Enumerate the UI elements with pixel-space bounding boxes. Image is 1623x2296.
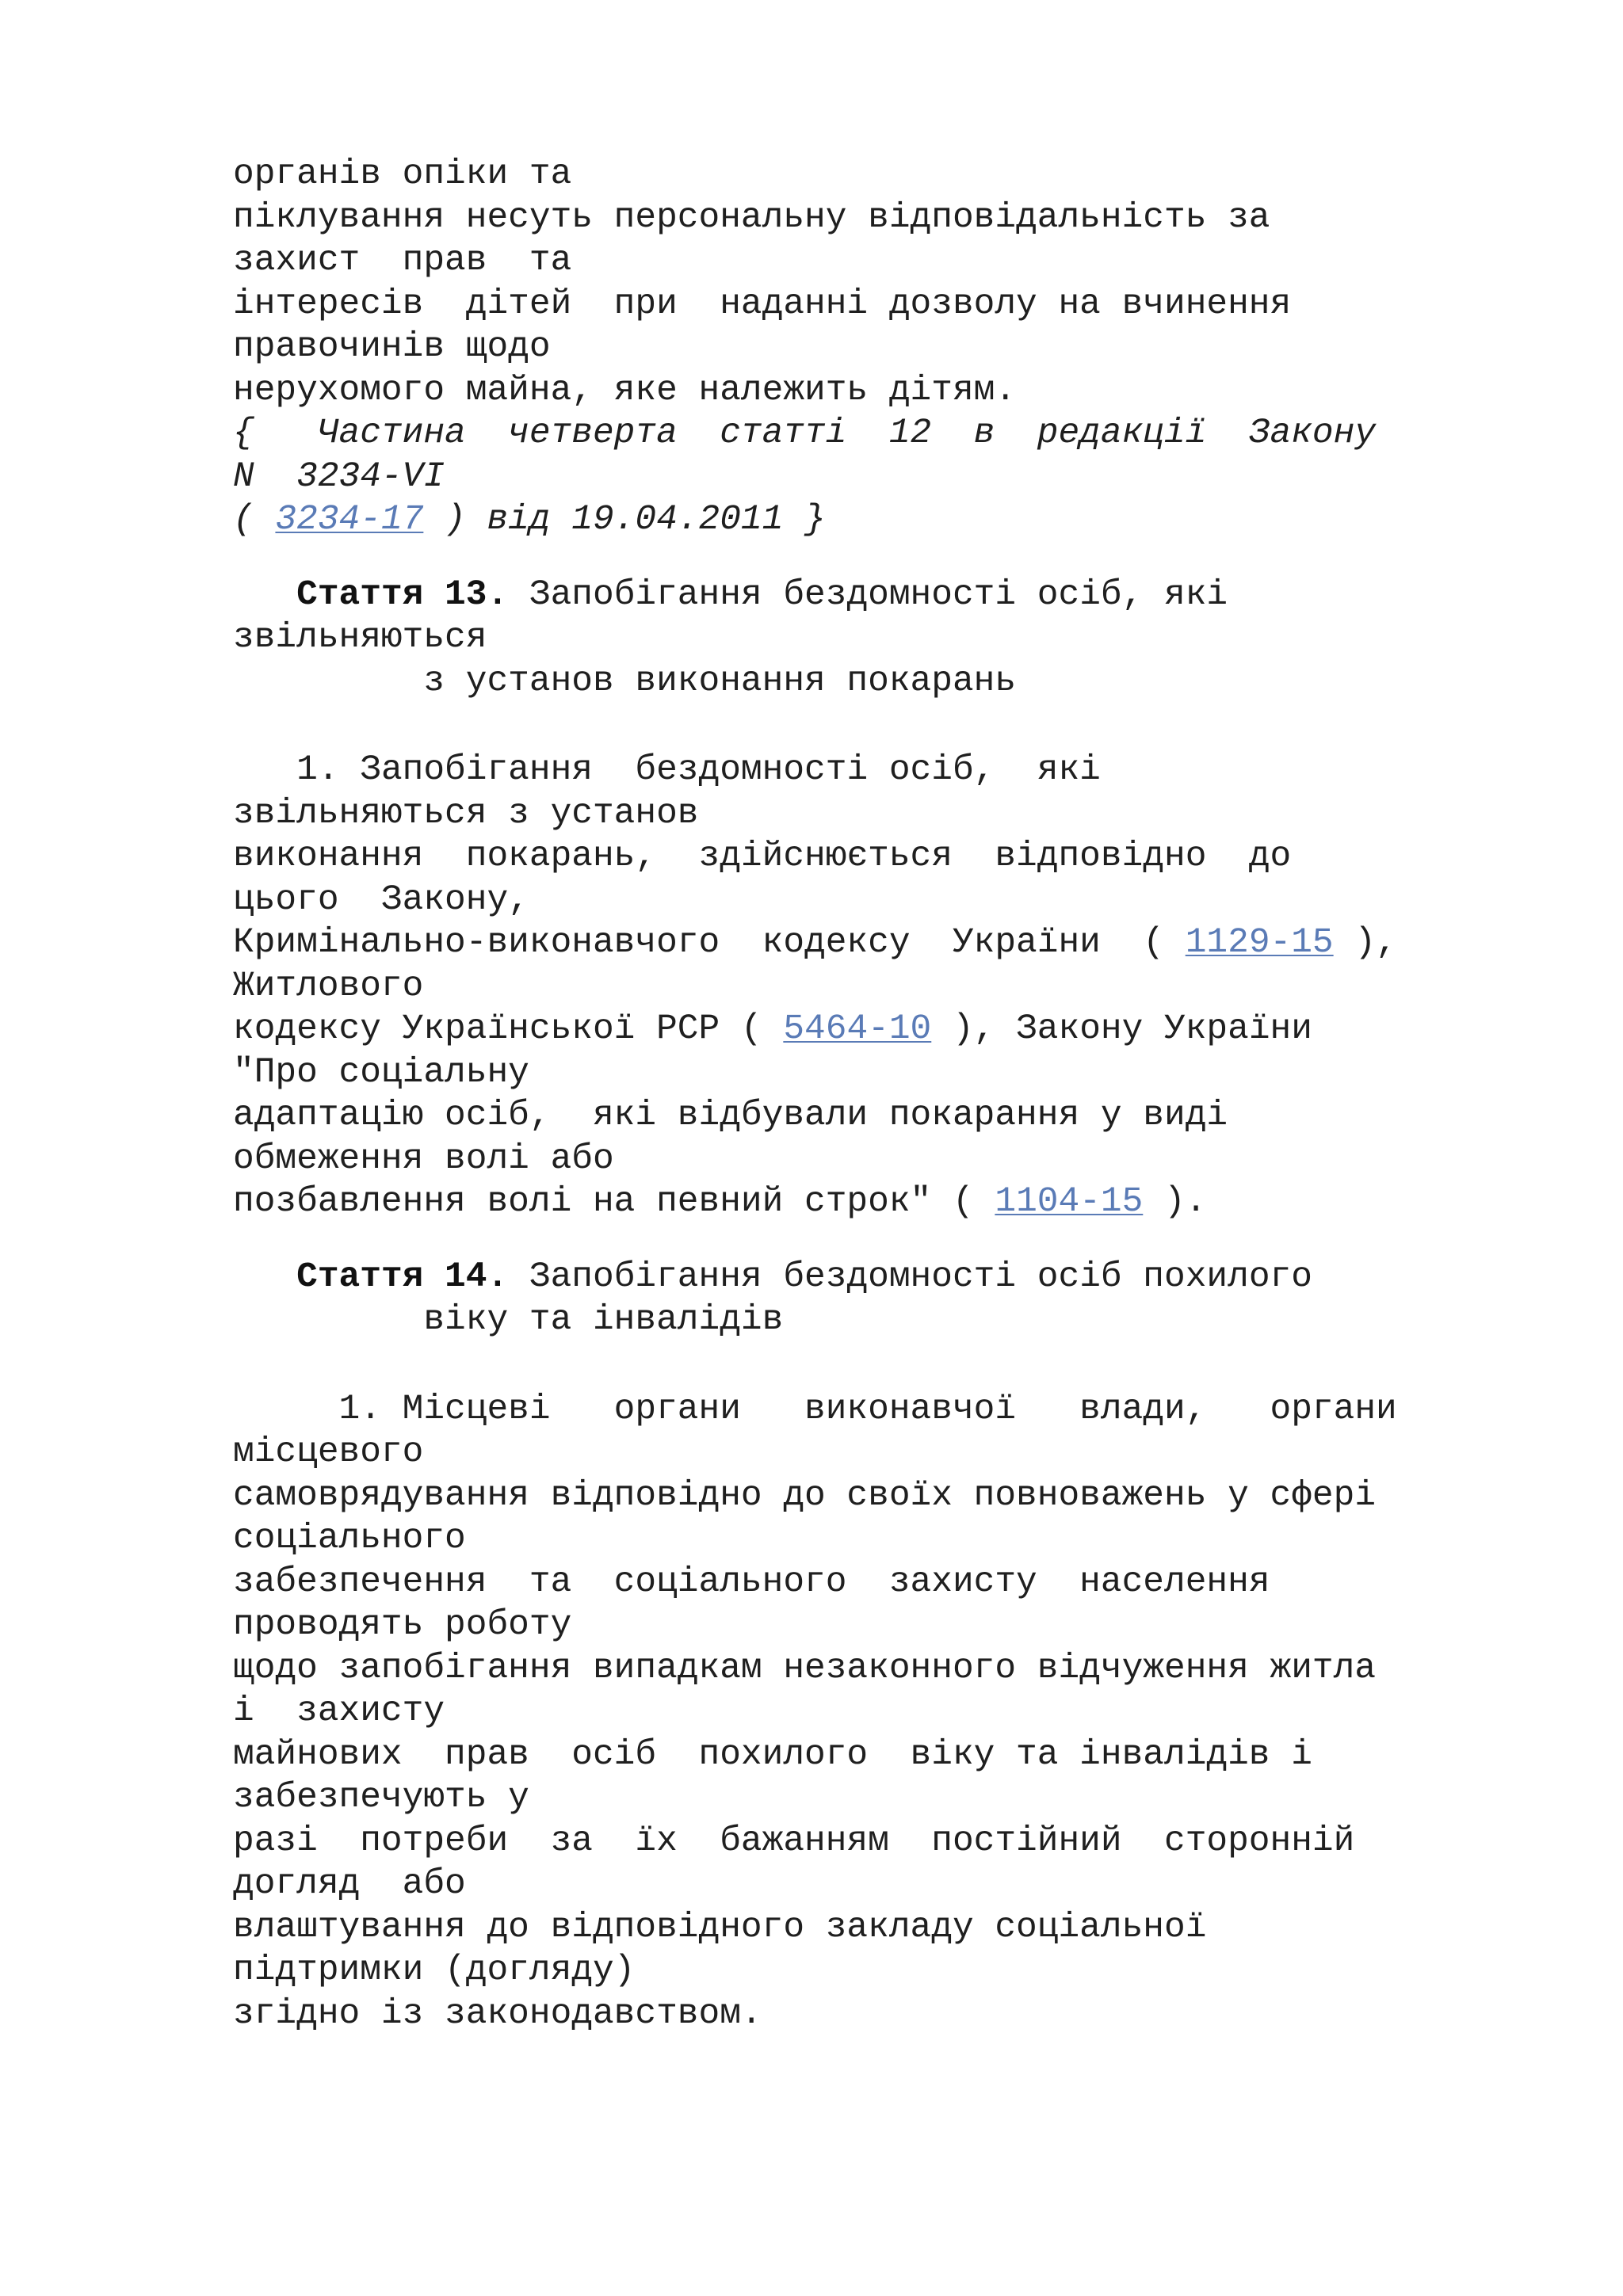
document-body (233, 153, 1596, 2035)
text-fragment: Кримінально-виконавчого кодексу України ( (233, 923, 1186, 963)
text-line: соціального (233, 1519, 466, 1558)
article-13-label: Стаття 13. (296, 574, 509, 615)
text-line: звільняються з установ (233, 793, 699, 833)
text-line: самоврядування відповідно до своїх повноважень у сфері (233, 1475, 1377, 1516)
law-link-1129-15[interactable]: 1129-15 (1185, 923, 1334, 963)
text-line: нерухомого майна, яке належить дітям. (233, 370, 1017, 410)
article-14-title-text: віку та інвалідів (423, 1300, 784, 1340)
text-fragment: ). (1143, 1182, 1207, 1222)
text-line: забезпечують у (233, 1778, 529, 1817)
text-line: виконання покарань, здійснюється відповідно до (233, 837, 1292, 876)
text-line: і захисту (233, 1691, 445, 1731)
article-14-title: Запобігання бездомності осіб похилого (508, 1257, 1312, 1297)
text-line (233, 1180, 1596, 1224)
article-13-heading (233, 574, 1596, 617)
text-line: правочинів щодо (233, 327, 551, 367)
spacer (233, 1224, 1596, 1256)
text-line: піклування несуть персональну відповідальність за (233, 197, 1270, 238)
text-fragment: ), (1333, 923, 1397, 963)
text-line: майнових прав осіб похилого віку та інвалідів і (233, 1734, 1312, 1775)
text-line: згідно із законодавством. (233, 1993, 762, 2034)
text-line: Житлового (233, 966, 424, 1006)
article-13-title (233, 660, 1596, 704)
text-line: підтримки (догляду) (233, 1951, 636, 1990)
spacer (233, 703, 1596, 749)
text-line: інтересів дітей при наданні дозволу на вчинення (233, 284, 1292, 324)
text-line (233, 1008, 1596, 1051)
text-fragment: ), Закону України (931, 1009, 1312, 1049)
text-line: органів опіки та (233, 154, 572, 194)
text-fragment: 1. Запобігання бездомності осіб, які (296, 750, 1101, 790)
text-fragment: ( (233, 500, 276, 540)
text-line: догляд або (233, 1864, 466, 1904)
amendment-note: N 3234-VI (233, 456, 445, 497)
text-line: "Про соціальну (233, 1052, 529, 1093)
law-link-3234-17[interactable]: 3234-17 (275, 500, 424, 540)
spacer (233, 542, 1596, 574)
text-line: проводять роботу (233, 1605, 572, 1645)
article-14-label: Стаття 14. (296, 1257, 509, 1297)
text-line: адаптацію осіб, які відбували покарання у виді (233, 1096, 1228, 1135)
text-line: цього Закону, (233, 879, 529, 920)
text-fragment: позбавлення волі на певний строк" ( (233, 1182, 995, 1222)
article-13-title: Запобігання бездомності осіб, які (508, 574, 1228, 615)
text-line: 1. Місцеві органи виконавчої влади, органи (233, 1389, 1397, 1429)
spacer (233, 1342, 1596, 1388)
amendment-note (233, 498, 1596, 542)
text-fragment: ) від 19.04.2011 } (423, 500, 826, 540)
law-link-1104-15[interactable]: 1104-15 (995, 1182, 1144, 1222)
text-line: захист прав та (233, 241, 572, 280)
text-line: щодо запобігання випадкам незаконного відчуження житла (233, 1648, 1377, 1688)
text-line: разі потреби за їх бажанням постійний сторонній (233, 1821, 1355, 1861)
article-14-title (233, 1299, 1596, 1342)
text-line (233, 749, 1596, 792)
text-line: влаштування до відповідного закладу соціальної (233, 1907, 1207, 1947)
text-line (233, 921, 1596, 965)
amendment-note: { Частина четверта статті 12 в редакції Закону (233, 414, 1377, 453)
law-link-5464-10[interactable]: 5464-10 (783, 1009, 932, 1049)
article-13-title: звільняються (233, 618, 487, 658)
text-line: забезпечення та соціального захисту населення (233, 1562, 1270, 1602)
article-13-title-text: з установ виконання покарань (423, 661, 1017, 701)
text-line: обмеження волі або (233, 1138, 614, 1179)
text-line: місцевого (233, 1432, 424, 1472)
text-fragment: кодексу Української РСР ( (233, 1009, 784, 1049)
article-14-heading (233, 1256, 1596, 1299)
